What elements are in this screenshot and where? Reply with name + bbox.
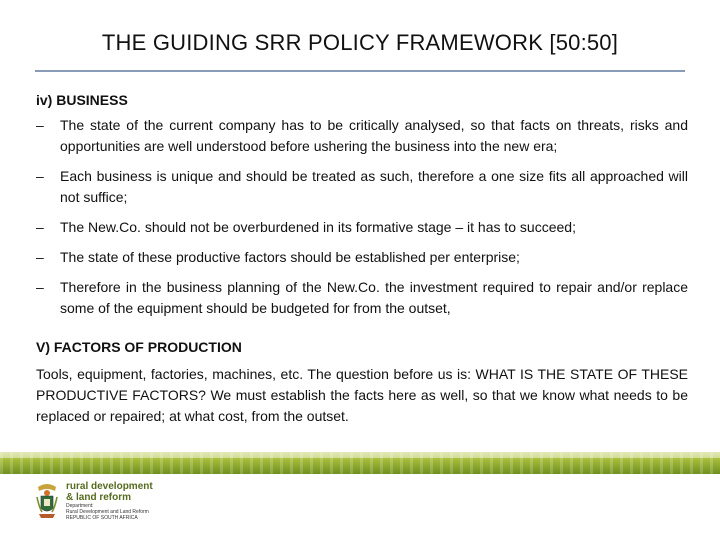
list-item	[36, 115, 688, 157]
logo-line: rural development	[66, 481, 153, 492]
bullet-text: Each business is unique and should be treated as such, therefore a one size fits all approached will not suffice;	[60, 168, 688, 205]
slide-content	[36, 84, 688, 427]
dash-bullet: –	[36, 249, 44, 265]
logo-line: REPUBLIC OF SOUTH AFRICA	[66, 515, 138, 521]
section-heading-business: iv) BUSINESS	[36, 92, 128, 108]
dash-bullet: –	[36, 279, 44, 295]
dash-bullet: –	[36, 219, 44, 235]
title-divider	[35, 70, 685, 72]
list-item	[36, 166, 688, 208]
footer-band-highlight	[0, 452, 720, 458]
page-title: THE GUIDING SRR POLICY FRAMEWORK [50:50]	[101, 30, 619, 55]
list-item	[36, 247, 688, 268]
list-item	[36, 277, 688, 319]
bullet-text: The state of the current company has to be critically analysed, so that facts on threats, risks and opportunities are well understood before ushering the business into the new era;	[60, 117, 688, 154]
business-bullet-list	[36, 115, 688, 319]
logo-line: Department:	[66, 503, 94, 509]
bullet-text: Therefore in the business planning of the New.Co. the investment required to repair and/or replace some of the equipment should be budgeted for from the outset,	[60, 279, 688, 316]
list-item	[36, 217, 688, 238]
logo-line: Rural Development and Land Reform	[66, 509, 149, 515]
department-logo	[34, 481, 153, 521]
section-heading-factors-of-production: V) FACTORS OF PRODUCTION	[36, 339, 242, 355]
dash-bullet: –	[36, 168, 44, 184]
bullet-text: The New.Co. should not be overburdened in its formative stage – it has to succeed;	[60, 219, 576, 235]
bullet-text: The state of these productive factors should be established per enterprise;	[60, 249, 520, 265]
logo-line: & land reform	[66, 492, 132, 503]
factors-paragraph: Tools, equipment, factories, machines, etc. The question before us is: WHAT IS THE STATE OF THESE PRODUCTIVE FACTORS? We must establish the facts here as well, so that we know what needs to be replaced or repaired; at what cost, from the outset.	[36, 366, 688, 424]
coat-of-arms-icon	[34, 481, 60, 521]
dash-bullet: –	[36, 117, 44, 133]
logo-wordmark	[66, 481, 153, 521]
